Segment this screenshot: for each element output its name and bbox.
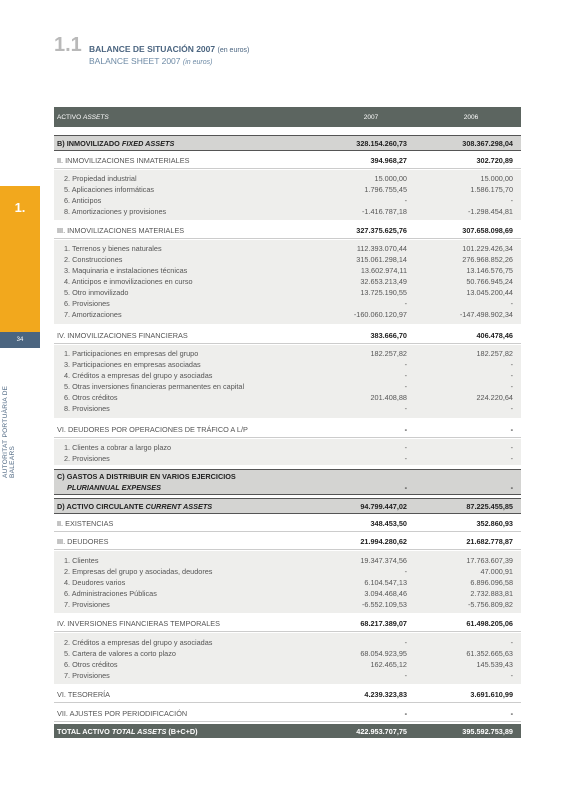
- table-row: 2. Construcciones 315.061.298,14 276.968.852,26: [64, 255, 513, 264]
- group-row-tangible: III. INMOVILIZACIONES MATERIALES 327.375.625,76 307.658.098,69: [54, 222, 521, 239]
- table-row: 1. Participaciones en empresas del grupo 182.257,82 182.257,82: [64, 349, 513, 358]
- group-row-treasury: VI. TESORERÍA 4.239.323,83 3.691.610,99: [54, 686, 521, 703]
- table-row: 8. Provisiones - -: [64, 404, 513, 413]
- table-row: 5. Otras inversiones financieras permanentes en capital - -: [64, 382, 513, 391]
- column-header-2006: 2006: [463, 113, 479, 121]
- group-row-accruals: VII. AJUSTES POR PERIODIFICACIÓN - -: [54, 705, 521, 722]
- table-row: 6. Anticipos - -: [64, 196, 513, 205]
- vertical-organization-label: AUTORITAT PORTUÀRIA DE BALEARS: [2, 385, 16, 478]
- chapter-marker: 1.: [0, 186, 40, 228]
- column-header-2007: 2007: [363, 113, 379, 121]
- table-row: 1. Terrenos y bienes naturales 112.393.070,44 101.229.426,34: [64, 244, 513, 253]
- group-row-temp-investments: IV. INVERSIONES FINANCIERAS TEMPORALES 68.217.389,07 61.498.205,06: [54, 615, 521, 632]
- section-row-current-assets: D) ACTIVO CIRCULANTE CURRENT ASSETS 94.799.447,02 87.225.455,85: [54, 498, 521, 514]
- group-row-debtors-lp: VI. DEUDORES POR OPERACIONES DE TRÁFICO A L/P - -: [54, 421, 521, 438]
- total-label-en: TOTAL ASSETS: [111, 726, 167, 736]
- subtitle-text: BALANCE SHEET 2007: [89, 56, 181, 66]
- group-row-debtors: III. DEUDORES 21.994.280,62 21.682.778,87: [54, 533, 521, 550]
- table-row: 5. Otro inmovilizado 13.725.190,55 13.045.200,44: [64, 288, 513, 297]
- table-row: 3. Maquinaria e instalaciones técnicas 13.602.974,11 13.146.576,75: [64, 266, 513, 275]
- group-row-financial: IV. INMOVILIZACIONES FINANCIERAS 383.666,70 406.478,46: [54, 327, 521, 344]
- table-row: 4. Créditos a empresas del grupo y asociadas - -: [64, 371, 513, 380]
- table-row: 7. Provisiones -6.552.109,53 -5.756.809,82: [64, 600, 513, 609]
- total-assets-row: TOTAL ACTIVO TOTAL ASSETS (B+C+D) 422.953.707,75 395.592.753,89: [54, 724, 521, 738]
- table-row: 2. Provisiones - -: [64, 454, 513, 463]
- subtitle-unit: (in euros): [182, 59, 213, 66]
- section-row-fixed-assets: B) INMOVILIZADO FIXED ASSETS 328.154.260,73 308.367.298,04: [54, 135, 521, 151]
- table-row: 1. Clientes 19.347.374,56 17.763.607,39: [64, 556, 513, 565]
- table-row: 5. Cartera de valores a corto plazo 68.054.923,95 61.352.665,63: [64, 649, 513, 658]
- total-label: TOTAL ACTIVO: [57, 726, 110, 736]
- table-row: 4. Deudores varios 6.104.547,13 6.896.096,58: [64, 578, 513, 587]
- table-row: 2. Propiedad industrial 15.000,00 15.000,00: [64, 174, 513, 183]
- column-header-row: [54, 107, 521, 127]
- page-title: [89, 44, 249, 54]
- group-row-intangible: II. INMOVILIZACIONES INMATERIALES 394.968,27 302.720,89: [54, 152, 521, 169]
- table-row: 3. Participaciones en empresas asociadas - -: [64, 360, 513, 369]
- group-row-inventories: II. EXISTENCIAS 348.453,50 352.860,93: [54, 515, 521, 532]
- table-row: 6. Administraciones Públicas 3.094.468,46 2.732.883,81: [64, 589, 513, 598]
- table-row: 2. Empresas del grupo y asociadas, deudores - 47.000,91: [64, 567, 513, 576]
- total-label-suffix: (B+C+D): [168, 726, 198, 736]
- title-text: BALANCE DE SITUACIÓN 2007: [89, 44, 216, 54]
- page-subtitle: [89, 56, 212, 66]
- table-row: 1. Clientes a cobrar a largo plazo - -: [64, 443, 513, 452]
- table-row: 2. Créditos a empresas del grupo y asociadas - -: [64, 638, 513, 647]
- table-row: 4. Anticipos e inmovilizaciones en curso 32.653.213,49 50.766.945,24: [64, 277, 513, 286]
- chapter-strip: [0, 228, 40, 332]
- table-row: 6. Provisiones - -: [64, 299, 513, 308]
- table-row: 6. Otros créditos 201.408,88 224.220,64: [64, 393, 513, 402]
- column-header-assets: ACTIVO ASSETS: [57, 113, 109, 121]
- title-unit: (en euros): [217, 47, 250, 54]
- page-number: 34: [0, 332, 40, 348]
- table-row: 5. Aplicaciones informáticas 1.796.755,45 1.586.175,70: [64, 185, 513, 194]
- table-row: 8. Amortizaciones y provisiones -1.416.787,18 -1.298.454,81: [64, 207, 513, 216]
- section-number: 1.1: [54, 34, 82, 56]
- table-row: 6. Otros créditos 162.465,12 145.539,43: [64, 660, 513, 669]
- table-row: 7. Provisiones - -: [64, 671, 513, 680]
- table-row: 7. Amortizaciones -160.060.120,97 -147.498.902,34: [64, 310, 513, 319]
- section-row-pluriannual: C) GASTOS A DISTRIBUIR EN VARIOS EJERCICIOS PLURIANNUAL EXPENSES - -: [54, 469, 521, 495]
